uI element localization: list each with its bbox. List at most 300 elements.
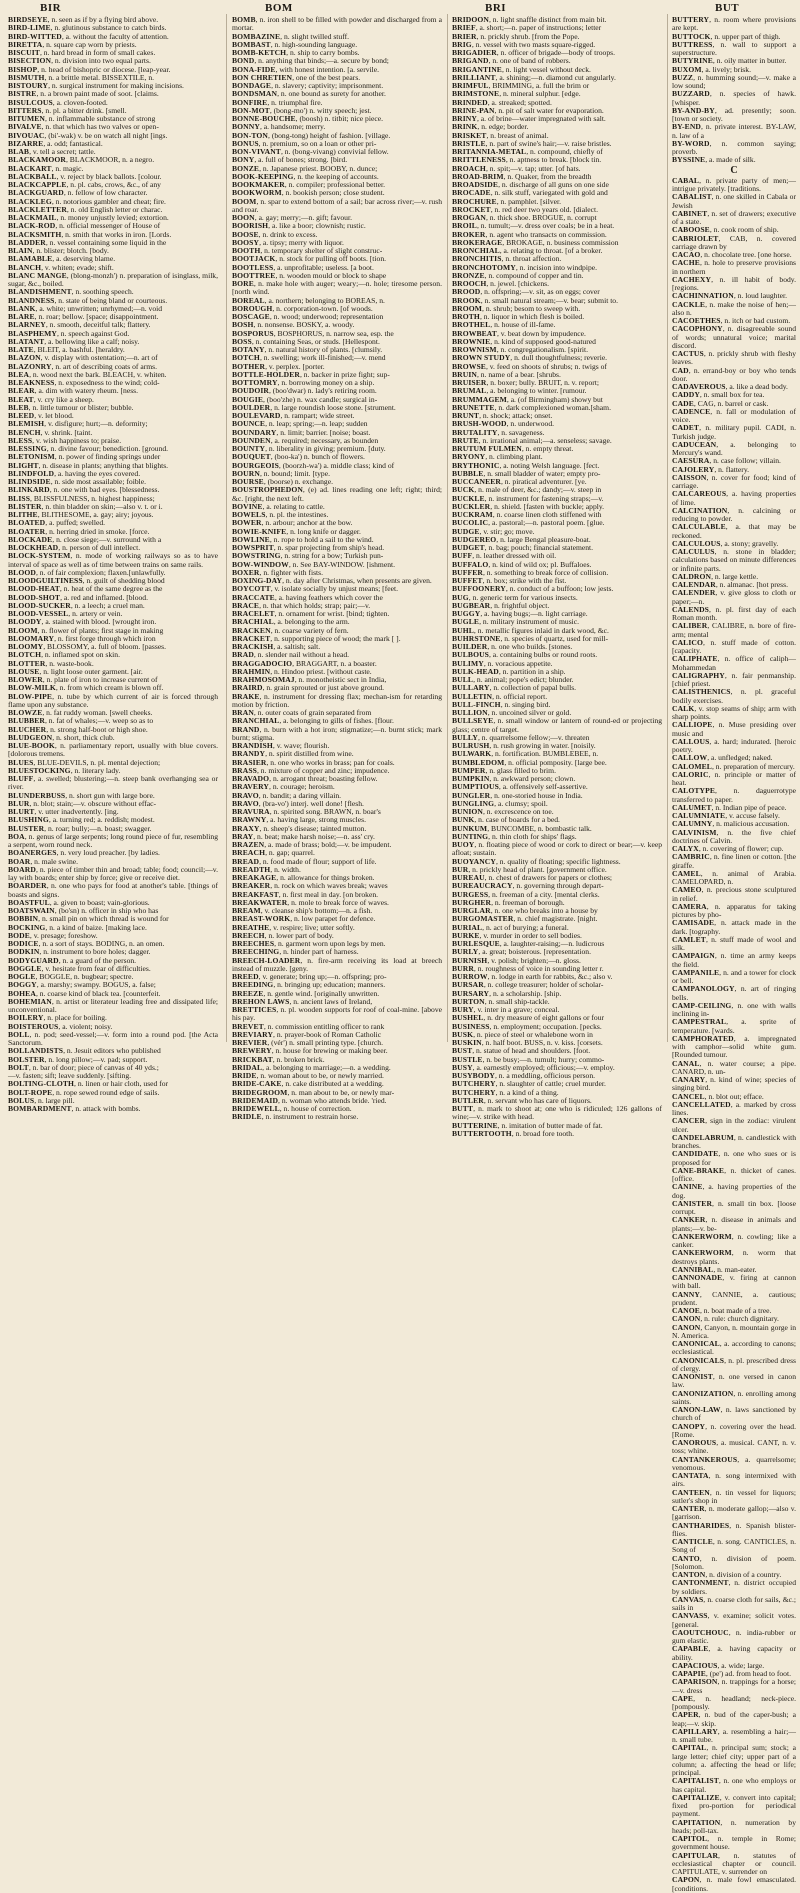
entry-definition: , n. Muse presiding over music and	[672, 720, 796, 738]
entry-definition: , n. fire-arm receiving its load at breech instead of muzzle. [geny.	[232, 955, 442, 973]
dictionary-entry	[8, 272, 218, 289]
dictionary-entry	[672, 16, 796, 33]
entry-definition: , n. edge; border.	[477, 122, 529, 132]
entry-headword: CALCULUS	[672, 547, 715, 556]
entry-headword: BOSPORUS	[232, 328, 274, 338]
entry-headword: BLEAR	[8, 386, 35, 396]
column-divider	[667, 14, 668, 1042]
entry-definition: , a. laughter-raising;—n. ludicrous	[499, 939, 605, 948]
entry-definition: , n. notorious gambler and cheat; fire.	[51, 196, 166, 206]
dictionary-entry	[672, 1233, 796, 1250]
entry-definition: , n. mode of working railways so as to have interval of space as well as of time between trains on same rails.	[8, 551, 218, 569]
dictionary-entry	[672, 672, 796, 689]
entry-headword: CANTO	[672, 1553, 700, 1563]
entry-headword: BOTTLE-HOLDER	[232, 369, 300, 379]
entry-headword: BLASPHEMY	[8, 328, 57, 338]
entry-headword: BRIMFUL	[452, 81, 489, 90]
section-letter: C	[730, 164, 738, 176]
entry-definition: , n. instrument to bore holes; dagger.	[39, 947, 151, 957]
dictionary-entry	[672, 140, 796, 157]
entry-definition: , n. male of deer, &c.; dandy;—v. steep in	[474, 485, 602, 495]
entry-definition: , n. guilt of shedding blood	[82, 576, 165, 585]
guide-word: BOM	[265, 2, 293, 14]
entry-headword: CANTEEN	[672, 1487, 710, 1497]
dictionary-entry	[672, 1744, 796, 1777]
entry-definition: , n. box; strike with the fist.	[482, 576, 567, 585]
entry-headword: CADDY	[672, 390, 700, 400]
entry-headword: BREVIARY	[232, 1029, 274, 1039]
entry-definition: , a. unprofitable; useless. [a boot.	[273, 262, 374, 272]
entry-definition: , n. divine favour; benediction. [ground.	[46, 444, 169, 453]
entry-definition: , n. jewel. [chickens.	[486, 279, 549, 288]
entry-definition: , n. half boot. BUSS, n. v. kiss. [corsets.	[481, 1038, 603, 1047]
dictionary-entry	[672, 1101, 796, 1118]
entry-headword: BUNTING	[452, 831, 489, 841]
entry-headword: CANNONADE	[672, 1273, 723, 1282]
entry-definition: , a. containing bulbs or round roots.	[489, 650, 598, 660]
entry-definition: , n. kind of supposed good-natured	[490, 336, 596, 346]
entry-headword: BRUTUM FULMEN	[452, 444, 522, 453]
entry-headword: BUFFOONERY	[452, 584, 506, 594]
entry-definition: , n. a brittle metal. BISSEXTILE, n.	[44, 72, 155, 82]
entry-definition: , n. limit; barrier. [noise; boast.	[276, 427, 371, 437]
entry-headword: BRACKET	[232, 633, 271, 643]
entry-headword: BRANDY	[232, 749, 266, 759]
entry-headword: BONUS	[232, 138, 259, 148]
entry-headword: BLEA	[8, 369, 30, 379]
entry-headword: CALCULABLE	[672, 522, 726, 532]
entry-definition: , n. cover for food; kind of carriage.	[672, 472, 796, 490]
entry-definition: , n. courage; heroism.	[269, 782, 335, 792]
entry-headword: CALIGRAPHY	[672, 670, 725, 680]
entry-definition: , n. song intermixed with airs.	[672, 1471, 796, 1489]
entry-headword: BURGLAR	[452, 906, 491, 915]
entry-headword: BRACELET	[232, 609, 275, 618]
entry-headword: BRAHMIN	[232, 666, 271, 676]
entry-headword: BLARNEY	[8, 320, 46, 330]
entry-headword: BOARD	[8, 864, 36, 874]
entry-headword: BLACKGUARD	[8, 188, 64, 198]
entry-definition: , n. one who breaks into a house by	[490, 906, 598, 915]
entry-headword: CANON	[672, 1314, 701, 1324]
entry-definition: , n. inflamed spot on skin.	[41, 650, 120, 660]
entry-headword: BRUNETTE	[452, 402, 495, 412]
entry-headword: BREWERY	[232, 1046, 272, 1056]
entry-headword: BOGLE	[8, 972, 36, 981]
entry-headword: BIRD-WITTED	[8, 31, 62, 41]
entry-headword: CAMPANILE	[672, 967, 720, 977]
entry-headword: BUBBLE	[452, 468, 484, 478]
entry-definition: , n. (bong-vivang) convivial fellow.	[280, 147, 389, 156]
entry-headword: CANON-LAW	[672, 1405, 721, 1414]
entry-definition: , v. feed on shoots of shrubs; n. twigs of	[485, 361, 607, 371]
entry-definition: , n. hard bread in form of small cakes.	[39, 48, 156, 57]
dictionary-entry	[672, 1002, 796, 1019]
entry-definition: , v. perplex. [porter.	[265, 361, 325, 371]
entry-definition: , n. backer in prize fight; sup-	[299, 369, 390, 379]
running-header	[0, 0, 800, 16]
entry-headword: BONDSMAN	[232, 89, 278, 99]
dictionary-entry	[232, 16, 442, 33]
entry-headword: BRIDAL	[232, 1062, 263, 1072]
entry-definition: , n. offspring;—v. sit, as on eggs; cover	[480, 287, 600, 297]
entry-definition: , n. one who employs or has capital.	[672, 1776, 796, 1794]
entry-headword: BISECTION	[8, 56, 52, 66]
entry-definition: , n. cook room of ship.	[709, 225, 779, 235]
entry-headword: BUNGLER	[452, 790, 491, 800]
entry-definition: , a. like a boor; clownish; rustic.	[268, 221, 366, 231]
entry-definition: , n. laws sanctioned by church of	[672, 1405, 796, 1423]
column-divider	[447, 14, 448, 1042]
entry-headword: BRACHIAL	[232, 617, 274, 627]
entry-definition: , n. case follow; villain.	[709, 456, 781, 466]
entry-definition: , n. spirited song. BRAWN, n. boar's	[269, 807, 381, 816]
entry-headword: BOLUS	[8, 1095, 35, 1105]
entry-definition: , n. a kind of a thing.	[495, 1087, 559, 1097]
entry-headword: BLANK	[8, 303, 36, 313]
entry-headword: BLEB	[8, 402, 29, 412]
entry-headword: BLACKAMOOR	[8, 155, 66, 165]
entry-headword: BOOTJACK	[232, 254, 276, 264]
entry-definition: , n. freeman of a city. [mental clerks.	[488, 889, 600, 899]
entry-headword: CALIPHATE	[672, 654, 718, 664]
entry-definition: , n. governing through depart-	[512, 881, 604, 891]
entry-headword: BUHL	[452, 625, 474, 635]
entry-headword: BLACKLETTER	[8, 204, 67, 214]
entry-definition: , a. gay; merry;—n. gift; favour.	[254, 213, 352, 222]
entry-headword: BOBBIN	[8, 914, 39, 924]
entry-definition: , n. art of describing coats of arms.	[51, 361, 158, 371]
entry-headword: BUOYANCY	[452, 856, 496, 866]
entry-definition: , a. marked by cross lines.	[672, 1099, 796, 1117]
entry-definition: , n. one who sues or is proposed for	[672, 1149, 796, 1167]
entry-headword: BRIEF	[452, 23, 476, 33]
entry-definition: , n. discharge of all guns on one side	[498, 180, 609, 189]
dictionary-entry	[672, 787, 796, 804]
entry-headword: BOULEVARD	[232, 411, 281, 420]
entry-headword: CAPITOL	[672, 1834, 708, 1843]
entry-definition: , n. irrational animal;—a. senseless; savage.	[478, 435, 612, 445]
entry-definition: , n. compound, chiefly of	[526, 147, 603, 156]
entry-definition: , n. dry measure of eight gallons or four	[483, 1013, 605, 1023]
entry-headword: CANTANKEROUS	[672, 1454, 738, 1464]
entry-definition: , n. ill habit of body. [regions.	[672, 274, 796, 292]
entry-definition: , BRIMMING, a. full the brim or	[488, 81, 590, 90]
entry-headword: BRINE-PAN	[452, 105, 495, 115]
entry-definition: , a. having the eyes covered.	[54, 468, 141, 478]
entry-definition: , n. aptness to break. [block tin.	[505, 155, 602, 165]
entry-headword: BUTTERTOOTH	[452, 1128, 512, 1138]
entry-definition: , n. roughness of voice in sounding letter r.	[473, 963, 604, 973]
entry-definition: , n. iron shell to be filled with powder and discharged from a mortar.	[232, 15, 442, 33]
entry-definition: , (vér') n. small printing type. [church.	[267, 1038, 383, 1047]
entry-definition: , n. statue of head and shoulders. [foot.	[472, 1046, 591, 1056]
dictionary-entry	[672, 1472, 796, 1489]
entry-definition: , n. conduct of a buffoon; low jests.	[505, 584, 614, 594]
entry-headword: BOWIE-KNIFE	[232, 526, 287, 536]
entry-definition: , n. the five chief doctrines of Calvin.	[672, 827, 796, 845]
dictionary-entry	[672, 622, 796, 639]
entry-definition: , n. set of drawers; executive of a state.	[672, 208, 796, 226]
entry-definition: , n. parliamentary report, usually with blue covers. [dolorous tremens.	[8, 741, 218, 759]
entry-definition: , n. roar; bully;—n. boast; swagger.	[44, 823, 152, 833]
entry-definition: , n. a meddling, officious person.	[495, 1071, 596, 1080]
entry-headword: CALUMNIATE	[672, 811, 726, 820]
entry-definition: , v. reject by black ballots. [colour.	[56, 171, 162, 181]
entry-headword: CALCULOUS	[672, 538, 721, 548]
entry-definition: , n. one with walls inclining in-	[672, 1000, 796, 1018]
entry-headword: BOCKING	[8, 922, 46, 932]
entry-definition: , (boo'dwar) n. lady's retiring room.	[269, 386, 377, 396]
entry-definition: , n. tube by which current of air is forced through flame upon any substance.	[8, 691, 218, 709]
entry-headword: BODKIN	[8, 947, 40, 957]
entry-headword: BROGAN	[452, 213, 486, 222]
entry-definition: , a. belonging to winter. [rumour.	[486, 386, 587, 396]
entry-headword: CALK	[672, 703, 695, 713]
entry-headword: BRUISER	[452, 378, 487, 387]
entry-definition: , n. almanac. [hot press.	[715, 580, 788, 589]
entry-definition: , n. flattery.	[714, 464, 750, 474]
entry-definition: , a. great; boisterous. [representation.	[478, 947, 591, 957]
entry-headword: BIRETTA	[8, 39, 43, 49]
entry-definition: , n. thin cloth for ships' flags.	[488, 831, 577, 841]
entry-definition: , n. division into two equal parts.	[51, 56, 151, 66]
entry-headword: BLATANT	[8, 336, 45, 346]
entry-definition: , n. make hole with auger; weary;—n. hole; tiresome person. [north wind.	[232, 279, 442, 297]
entry-headword: BOUDOIR	[232, 386, 269, 396]
dictionary-entry	[672, 870, 796, 887]
entry-definition: , n. Quaker, from the breadth	[503, 171, 592, 181]
dictionary-entry	[672, 156, 796, 164]
entry-definition: , n. spit;—v. tap; utter. [of hats.	[485, 163, 581, 173]
entry-definition: , n. stuff made of cotton. [capacity.	[672, 637, 796, 655]
entry-headword: BIRDSEYE	[8, 15, 48, 24]
entry-headword: BOOKMAKER	[232, 180, 285, 189]
dictionary-entry	[672, 1324, 796, 1341]
dictionary-entry	[672, 441, 796, 458]
entry-definition: , a. dim with watery rheum. [ness.	[34, 386, 139, 396]
entry-definition: , n. voracious appetite.	[483, 658, 553, 668]
entry-headword: CALICO	[672, 637, 703, 647]
entry-definition: , n. humming sound;—v. make a low sound;	[672, 72, 796, 90]
entry-definition: , n. fat ruddy woman. [swell cheeks.	[42, 708, 153, 717]
entry-headword: BLINDSIDE	[8, 477, 51, 486]
entry-headword: BLATE	[8, 345, 34, 354]
dictionary-entry	[232, 693, 442, 710]
entry-headword: BOLSTER	[8, 1054, 45, 1064]
entry-definition: , n. dark complexioned woman.[sham.	[494, 402, 611, 412]
dictionary-entry	[672, 1695, 796, 1712]
entry-definition: , v. respire; live; utter softly.	[269, 922, 355, 932]
entry-definition: , n. animal of Arabia. CAMELOPARD, n.	[672, 868, 796, 886]
entry-headword: BOLT-ROPE	[8, 1087, 53, 1097]
entry-headword: BROWBEAT	[452, 328, 497, 338]
entry-definition: , v. cry like a sheep.	[33, 394, 94, 404]
entry-headword: CAESURA	[672, 456, 710, 466]
entry-headword: CALORIC	[672, 769, 709, 779]
entry-headword: CAMERA	[672, 901, 707, 911]
dictionary-entry	[672, 952, 796, 969]
entry-headword: BLUE-BOOK	[8, 741, 55, 750]
entry-definition: , n. short gun with large bore.	[65, 790, 155, 800]
entry-headword: BLESS	[8, 435, 33, 445]
entry-definition: , ad. presently; soon. [town or society.	[672, 105, 796, 123]
entry-definition: , sign in the zodiac: virulent ulcer.	[672, 1116, 796, 1134]
entry-headword: BLUBBER	[8, 716, 45, 726]
entry-headword: CACHE	[672, 258, 700, 268]
dictionary-entry	[672, 853, 796, 870]
entry-definition: , BLOSSOMY, a. full of bloom. [passes.	[43, 642, 167, 651]
entry-headword: BUOY	[452, 840, 475, 849]
entry-definition: , a. made of silk.	[705, 155, 756, 165]
entry-definition: , n. case of boards for a bed.	[474, 815, 560, 825]
dictionary-entry	[672, 74, 796, 91]
entry-headword: BRINK	[452, 122, 478, 132]
entry-definition: , a. hard; indurated. [heroic poetry.	[672, 736, 796, 754]
dictionary-entry	[672, 1060, 796, 1077]
entry-definition: , n. bandit; a daring villain.	[258, 790, 342, 800]
dictionary-entry	[672, 1711, 796, 1728]
entry-headword: CAMPAIGN	[672, 951, 715, 961]
entry-headword: BLANC MANGE	[8, 270, 67, 280]
entry-headword: BRAVERY	[232, 782, 270, 792]
entry-headword: BOA	[8, 831, 25, 841]
dictionary-entry	[672, 301, 796, 318]
entry-definition: , BROKAGE, n. business commission	[502, 237, 619, 247]
dictionary-entry	[672, 1274, 796, 1291]
entry-headword: BLAZON	[8, 353, 41, 363]
entry-definition: , n. from which cream is blown off.	[55, 683, 164, 693]
entry-headword: BLOW-MILK	[8, 683, 56, 693]
dictionary-entry	[8, 1105, 218, 1113]
entry-definition: , n. rush growing in water. [noisily.	[489, 741, 596, 750]
entry-headword: BURSARY	[452, 988, 490, 998]
entry-definition: , BLACKMOOR, n. a negro.	[65, 155, 155, 165]
entry-headword: BLOCK-SYSTEM	[8, 551, 71, 561]
entry-headword: BOLT	[8, 1062, 29, 1072]
entry-definition: , n. ship to carry bombs.	[286, 48, 360, 57]
entry-headword: CADENCE	[672, 406, 711, 416]
entry-headword: BOORISH	[232, 221, 269, 231]
entry-headword: CABRIOLET	[672, 233, 719, 243]
entry-definition: , n. awkward person; clown.	[489, 774, 576, 783]
entry-definition: , n. breast of animal.	[486, 130, 549, 140]
entry-headword: BROOD	[452, 287, 481, 297]
dictionary-entry	[672, 903, 796, 920]
entry-definition: , n. statutes of ecclesiastical chapter or council. CAPITULATE, v. surrender on	[672, 1850, 796, 1876]
entry-headword: BLOOD-VESSEL	[8, 609, 69, 618]
entry-headword: CABINET	[672, 208, 708, 218]
dictionary-entry	[672, 474, 796, 491]
entry-headword: BRIDE-CAKE	[232, 1079, 282, 1089]
entry-definition: , n. triumphal fire.	[267, 97, 323, 107]
entry-headword: BULLARY	[452, 683, 490, 693]
entry-headword: BRAIRD	[232, 683, 263, 693]
entry-headword: BRACKEN	[232, 625, 271, 635]
entry-headword: BRAWNY	[232, 815, 267, 825]
entry-definition: , n. division of a country.	[705, 1570, 782, 1579]
entry-definition: , n. one bound as surety for another.	[277, 89, 386, 99]
entry-headword: BRIG	[452, 39, 472, 49]
entry-headword: BLUNDERBUSS	[8, 790, 66, 800]
entry-definition: , n. pl. the intestines.	[265, 510, 329, 519]
entry-definition: , (blong-monzh') n. preparation of isinglass, milk, sugar, &c., boiled.	[8, 270, 219, 288]
entry-headword: CAMEO	[672, 885, 702, 895]
entry-definition: , n. one who works in brass; pan for coals.	[266, 757, 395, 767]
dictionary-entry	[672, 1340, 796, 1357]
entry-headword: BRUMAL	[452, 386, 487, 396]
entry-definition: , a. relating to cattle.	[262, 501, 325, 511]
entry-headword: BLACKCAPPLE	[8, 180, 67, 189]
entry-headword: BLOOD-SHOT	[8, 592, 61, 602]
entry-definition: , n. temporary shelter of slight construc-	[260, 246, 383, 255]
dictionary-entry	[232, 1006, 442, 1023]
entry-headword: BLEAT	[8, 394, 34, 404]
entry-definition: , n. large Bengal pleasure-boat.	[496, 534, 591, 544]
entry-definition: , v. tell a secret; tattle.	[29, 147, 96, 156]
entry-definition: , a. turning red; a. reddish; modest.	[48, 815, 155, 825]
entry-headword: BOAR	[8, 856, 31, 866]
entry-headword: BUFFET	[452, 576, 483, 585]
entry-headword: BRIGANTINE	[452, 64, 502, 74]
dictionary-column-4	[672, 15, 796, 1893]
entry-headword: CACHEXY	[672, 274, 712, 284]
dictionary-entry	[672, 107, 796, 124]
entry-definition: , n. allowance for things broken.	[276, 873, 375, 882]
entry-definition: , n. one with bad eyes. [blessedness.	[49, 485, 160, 495]
entry-definition: , n. small box for tea.	[699, 390, 765, 400]
guide-word: BRI	[485, 2, 507, 14]
entry-definition: , n. day after Christmas, when presents are given.	[282, 576, 432, 585]
entry-definition: , n. large pill.	[34, 1095, 75, 1105]
entry-headword: BRONZE	[452, 270, 485, 280]
entry-headword: BOROUGH	[232, 303, 273, 313]
dictionary-entry	[672, 1018, 796, 1035]
entry-headword: BREEDING	[232, 980, 274, 990]
entry-headword: CAJOLERY	[672, 464, 715, 474]
entry-headword: BLUES	[8, 757, 34, 767]
entry-headword: BUTTRESS	[672, 39, 713, 49]
entry-definition: , n. head of bishopric or diocese. [leap-year.	[37, 64, 171, 74]
entry-headword: CANARY	[672, 1075, 706, 1084]
entry-headword: BLIGHT	[8, 460, 39, 470]
entry-headword: CANCELLATED	[672, 1099, 731, 1109]
entry-definition: , v. inter in a grave; conceal.	[473, 1005, 560, 1014]
entry-definition: , n. boxer; bully. BRUIT, n. v. report;	[486, 378, 600, 387]
entry-headword: CACOETHES	[672, 316, 721, 325]
entry-headword: CANTONMENT	[672, 1578, 729, 1588]
entry-headword: CALIBER	[672, 621, 708, 631]
entry-definition: , v. stop seams of ship; arm with sharp points.	[672, 703, 796, 721]
entry-headword: CAPITALIZE	[672, 1792, 720, 1802]
entry-headword: CANONICALS	[672, 1355, 725, 1365]
entry-definition: , a. odd; fantastical.	[43, 138, 103, 148]
entry-definition: , n. coarse cloth for sails, &c.; sails in	[672, 1594, 796, 1612]
entry-headword: BULLY	[452, 732, 478, 742]
entry-definition: , n. of fair complexion; flaxen.[unlawfully.	[35, 567, 166, 577]
entry-definition: , n. mixture of copper and zinc; impudence.	[256, 765, 390, 775]
entry-headword: CAPE	[672, 1693, 694, 1703]
entry-headword: BLACKLEG	[8, 196, 52, 206]
entry-headword: BISTOURY	[8, 81, 49, 90]
entry-definition: , a. handsome; merry.	[259, 122, 326, 132]
entry-definition: , n. fat of whales;—v. weep so as to	[45, 716, 154, 726]
entry-definition: , n. arbour; anchor at the bow.	[261, 518, 353, 528]
entry-definition: , n. house of correction.	[279, 1104, 352, 1113]
entry-definition: , n. rope sewed round edge of sails.	[52, 1087, 160, 1097]
entry-definition: , n. pl. graceful bodily exercises.	[672, 687, 796, 705]
dictionary-entry	[672, 1183, 796, 1200]
